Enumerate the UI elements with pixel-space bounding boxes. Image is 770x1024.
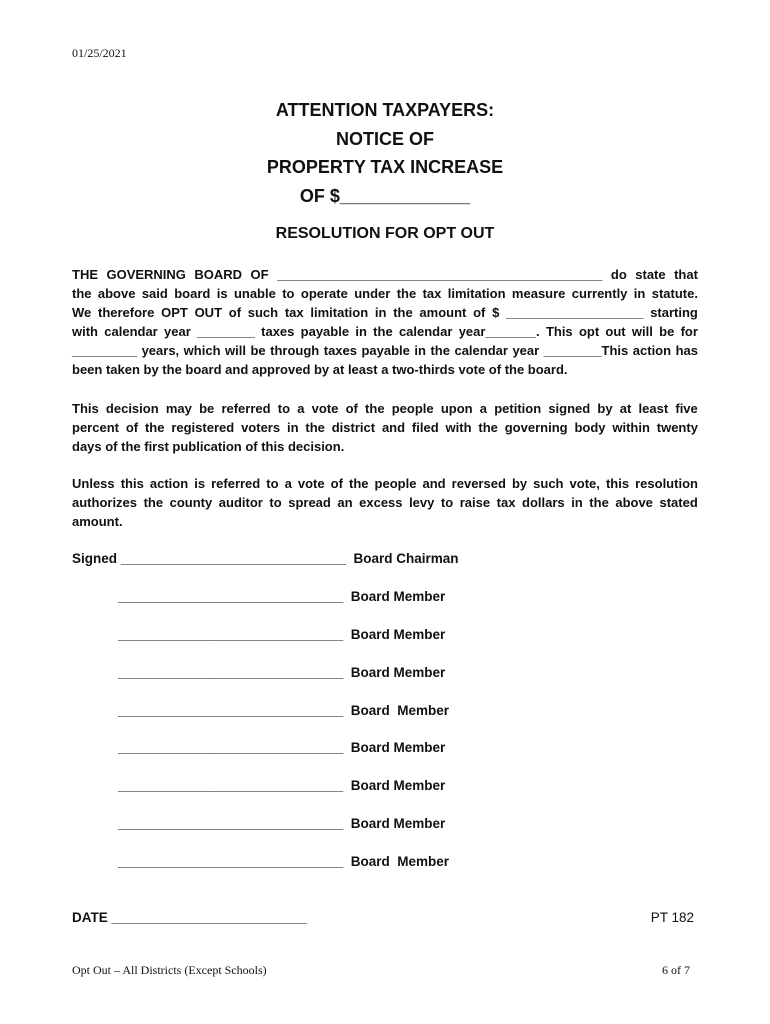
resolution-heading: RESOLUTION FOR OPT OUT <box>275 225 495 242</box>
paragraph-line: been taken by the board and approved by at least a two-thirds vote of the board. <box>72 362 568 377</box>
paragraph-line: amount. <box>72 514 123 529</box>
resolution-paragraph <box>72 265 698 379</box>
signature-member[interactable]: ______________________________ Board Member <box>118 665 446 680</box>
signature-member[interactable]: ______________________________ Board Member <box>118 740 446 755</box>
paragraph-line: Unless this action is referred to a vote of the people and reversed by such vote, this resolution <box>72 476 698 491</box>
page-number: 6 of 7 <box>662 963 690 977</box>
signature-chairman[interactable]: Signed ______________________________ Board Chairman <box>72 551 459 566</box>
paragraph-line: with calendar year ________ taxes payable in the calendar year_______. This opt out will be for <box>72 324 698 339</box>
title-line-1: ATTENTION TAXPAYERS: <box>275 100 495 120</box>
document-date: 01/25/2021 <box>72 46 127 60</box>
paragraph-line: days of the first publication of this decision. <box>72 439 345 454</box>
date-field[interactable]: DATE __________________________ <box>72 910 307 925</box>
footer-title: Opt Out – All Districts (Except Schools) <box>72 963 267 977</box>
form-code: PT 182 <box>650 910 694 925</box>
signature-member[interactable]: ______________________________ Board Member <box>118 627 446 642</box>
paragraph-line: authorizes the county auditor to spread an excess levy to raise tax dollars in the above stated <box>72 495 698 510</box>
signature-member[interactable]: ______________________________ Board Member <box>118 778 446 793</box>
signature-member[interactable]: ______________________________ Board Member <box>118 854 450 869</box>
signature-member[interactable]: ______________________________ Board Member <box>118 589 446 604</box>
title-line-4: OF $_____________ <box>299 185 471 206</box>
paragraph-line: percent of the registered voters in the district and filed with the governing body within twenty <box>72 420 698 435</box>
title-line-2: NOTICE OF <box>336 128 434 149</box>
paragraph-line: THE GOVERNING BOARD OF _____________________________________________ do state that <box>72 267 698 282</box>
notice-title <box>0 96 770 210</box>
referral-paragraph <box>72 399 698 456</box>
paragraph-line: the above said board is unable to operate under the tax limitation measure currently in statute. <box>72 286 698 301</box>
paragraph-line: _________ years, which will be through taxes payable in the calendar year ________This action has <box>72 343 698 358</box>
signature-member[interactable]: ______________________________ Board Member <box>118 816 446 831</box>
paragraph-line: This decision may be referred to a vote of the people upon a petition signed by at least five <box>72 401 698 416</box>
authorization-paragraph <box>72 474 698 531</box>
signature-member[interactable]: ______________________________ Board Member <box>118 703 450 718</box>
title-line-3: PROPERTY TAX INCREASE <box>266 157 504 177</box>
paragraph-line: We therefore OPT OUT of such tax limitation in the amount of $ ___________________ starting <box>72 305 698 320</box>
